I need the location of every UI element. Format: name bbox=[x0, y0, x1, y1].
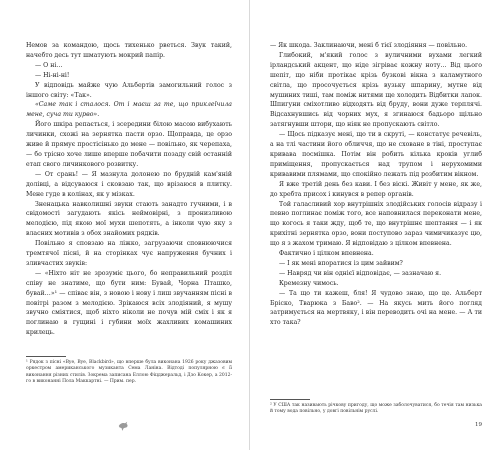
footnote: ² У США так називають річкову пригоду, що може заболочуватися, бо течія там низька й тому вода повільно, у довгі повільнім руслі. bbox=[270, 403, 482, 415]
paragraph: — Щось підказує мені, що ти в скруті, — констатує речевіль, а на тлі частини його обличчя, що не сховане в тіні, проступає кривава посмішка. Потім він робить кілька кроків углиб приміщення, пропускається над трупом і нерухомими кривавими плямами, що спокійно лежать під розбитим вікном. bbox=[270, 131, 482, 178]
left-footnotes bbox=[26, 356, 232, 386]
paragraph-quote: «Саме так і сталося. От і маєш за те, що приклеїчила мене, суча ти курво». bbox=[26, 101, 232, 119]
right-page-text bbox=[270, 41, 482, 328]
paragraph: — Ні-ні-ні! bbox=[35, 71, 70, 79]
paragraph: Немов за командою, щось тихенько рветься. Звук такий, начебто десь тут шматують мокрий папір. bbox=[26, 42, 232, 59]
paragraph: — О ні… bbox=[35, 61, 63, 69]
paragraph: Той галасливий хор внутрішніх злодійських голосів відразу і певно поглинає поміж того, все наповнилася переконати мене, що когось я таки жду, щоб те, що внутрішнє шептання — і як крихітні зернятка орзо, вони поступово зараз чимичиказує цю, що я з жахом тримаю. Я відповідаю з цілком впевнена. bbox=[270, 200, 482, 248]
paragraph: — Як шкода. Заклинаючи, мені б тієї злодіяння — повільно. bbox=[270, 42, 468, 49]
paragraph: Глибокий, м'який голос з вуличними вухами легкий ірландський акцент, що ніде зігріває кожну ноту… Від цього шепіт, що ніби протікає крізь бузкові вікна з каламутного світла, що просочується крізь вузьку шпарину, мутне від мушиних тиші, там поміж нитями ще холодить Відбитки лапок. Шпигуни сміхотливо відходять від бруду, вони дуже терплячі. Відсахнувшись від чорних мух, я згинаюся бадьоро щільно затягнувши штори, що ніяк не пропускають світло. bbox=[270, 51, 482, 129]
left-page-text bbox=[26, 41, 232, 338]
paragraph: — От срань! — Я мазнула долонею по брудній кам'яній долівці, а відсуваюся і сковзаю так, що врізаюся в плитку. Мене гуде в колінах, як у мізках. bbox=[26, 170, 232, 198]
footnote-rule bbox=[270, 399, 310, 400]
paragraph: Його шкіра репається, і зсередини білою масою вибухають личинки, схожі на зернятка пасти орзо. Щоправда, це орзо живе й прямує простісінько до мене — повільно, як черепаха, — бо трісно хоче лише вперше побачити позаду свій останній етап свого личинкового розвитку. bbox=[26, 121, 232, 168]
paragraph: — Та що ти кажеш, бля! Я чудово знаю, що це. Альберт Бріско, Тварюка з Баво². — На якусь мить його погляд затримується на мертвяку, і він переводить очі на мене. — А ти хто така? bbox=[270, 289, 482, 327]
right-page bbox=[250, 0, 500, 450]
paragraph: Я вже третій день без кави. І без віскі. Живіт у мене, як же, до хребта присох і кинувся в репер органів. bbox=[270, 180, 482, 198]
paragraph: — «Ніхто ніт не зрозуміє цього, бо неправильний розділ співу не знатиме, що бути ним: Бувай, Чорна Пташко, бувай…»¹ — співає він, з новою і нову і лиш звучанням пісні в повітрі разом з мелодією. Зрікаюся всіх злодіяний, я мушу звучно сміятися, щоб ніхто ніколи не почув мій сміх і як я поглинаю в гущині і губини моїх жахливих комашиних крилець. bbox=[26, 269, 232, 337]
paragraph: Повільно я сповзаю на ліжко, загрузаючи сповнюючися тремтячої пісні, й на сторінках чує напруження бучних і зливчастих звуків: bbox=[26, 240, 232, 267]
page-number: 19 bbox=[475, 422, 482, 428]
footnote-rule bbox=[26, 356, 66, 357]
paragraph: Зненацька навколишні звуки стають занадто гучними, і в свідомості загудають якісь неймовірні, з пронизливою мелодією, під якою мої мухи шепотять, а інколи чую яку з власних мотивів з обох знайомих рядків. bbox=[26, 200, 232, 238]
crow-ornament-icon bbox=[116, 419, 130, 433]
paragraph: Кремезну чимось. bbox=[279, 279, 339, 287]
paragraph: — Навряд чи він однієї відповідає, — зазначаю я. bbox=[279, 269, 442, 277]
right-footnotes bbox=[270, 399, 482, 416]
paragraph: — І як мені впоратися із цим зайвим? bbox=[279, 259, 403, 267]
footnote: ¹ Рядок з пісні «Bye, Bye, Blackbird», що вперше була виконана 1926 року джазовим оркестром американського музиканта Сема Ланіна. Відтоді популярною є її виконання різних стилів. Зокрема записана Еллою Фіцджеральд, і Дзо Кокер, а 2012-го в виконанні Пола Маккартні. — Прим. пер. bbox=[26, 360, 232, 385]
paragraph: Фактично і цілком впевнена. bbox=[279, 250, 374, 258]
paragraph: У відповідь майже чую Альбертів замогильний голос з іншого світу: «Так». bbox=[26, 81, 232, 99]
